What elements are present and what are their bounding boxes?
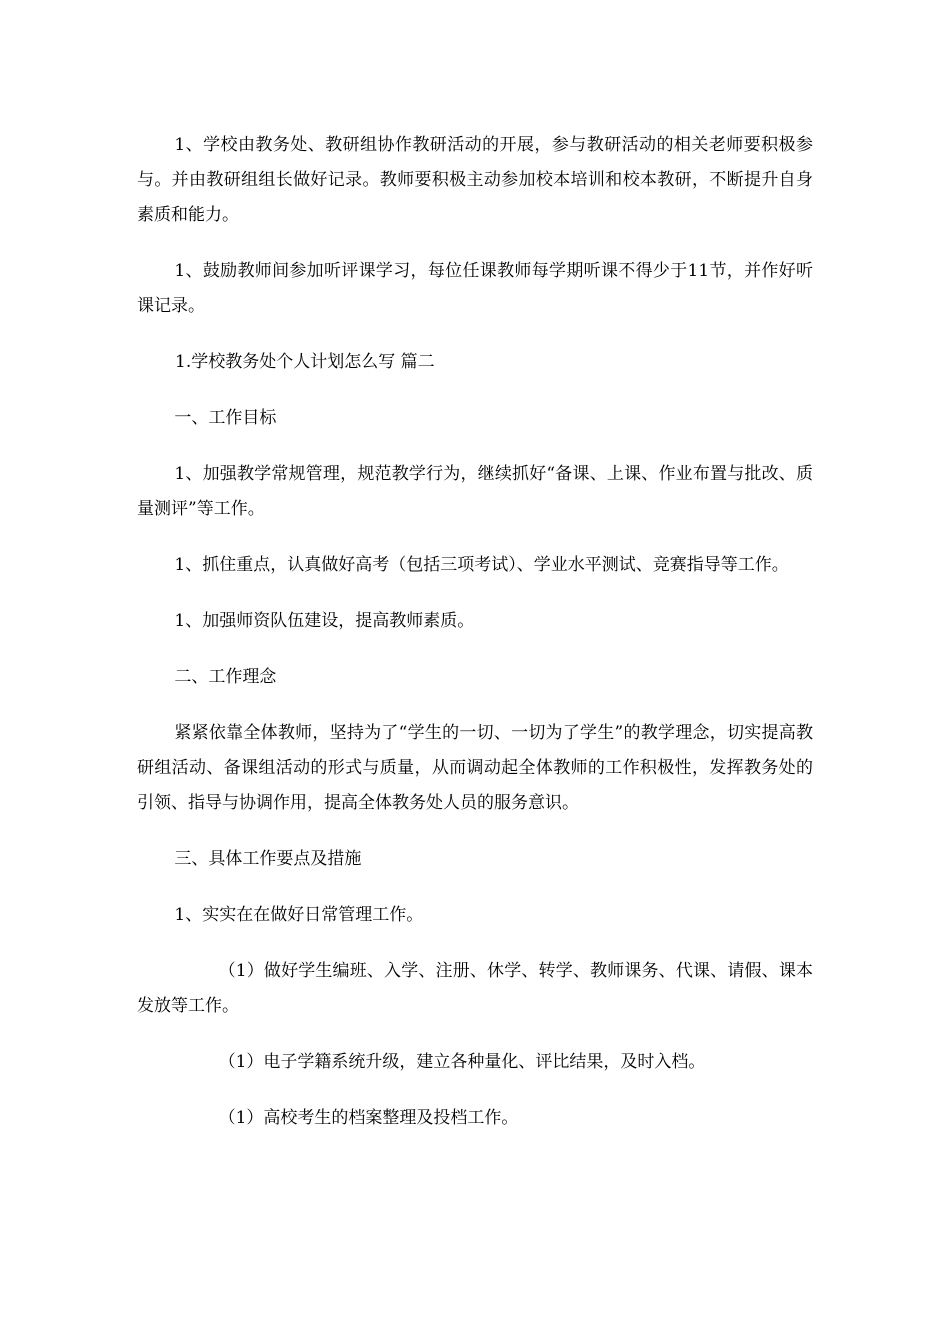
- paragraph-gap: [137, 233, 813, 254]
- paragraph-philosophy: 紧紧依靠全体教师，坚持为了“学生的一切、一切为了学生”的教学理念，切实提高教研组活动、备课组活动的形式与质量，从而调动起全体教师的工作积极性，发挥教务处的引领、指导与协调作用，提高全体教务处人员的服务意识。: [137, 723, 813, 813]
- paragraph-student-affairs: （1）做好学生编班、入学、注册、休学、转学、教师课务、代课、请假、课本发放等工作。: [137, 961, 813, 1016]
- paragraph-student-records: （1）电子学籍系统升级，建立各种量化、评比结果，及时入档。: [218, 1052, 706, 1072]
- paragraph-gap: [137, 324, 813, 345]
- paragraph-gap: [137, 1080, 813, 1101]
- paragraph-lesson-observation: 1、鼓励教师间参加听评课学习，每位任课教师每学期听课不得少于11节，并作好听课记录。: [137, 261, 813, 316]
- paragraph-gap: [137, 583, 813, 604]
- paragraph-gap: [137, 1024, 813, 1045]
- paragraph-gap: [137, 695, 813, 716]
- paragraph-gap: [137, 527, 813, 548]
- paragraph-admission-files: （1）高校考生的档案整理及投档工作。: [218, 1108, 519, 1128]
- paragraph-goal-routine: 1、加强教学常规管理，规范教学行为，继续抓好“备课、上课、作业布置与批改、质量测评”等工作。: [137, 464, 813, 519]
- document-page: [137, 128, 813, 1136]
- paragraph-goal-exams: 1、抓住重点，认真做好高考（包括三项考试）、学业水平测试、竞赛指导等工作。: [174, 555, 789, 575]
- paragraph-gap: [137, 436, 813, 457]
- paragraph-gap: [137, 877, 813, 898]
- paragraph-gap: [137, 380, 813, 401]
- paragraph-daily-management: 1、实实在在做好日常管理工作。: [174, 905, 424, 925]
- section-title: 1.学校教务处个人计划怎么写 篇二: [175, 352, 435, 372]
- paragraph-gap: [137, 639, 813, 660]
- paragraph-gap: [137, 933, 813, 954]
- paragraph-goal-teachers: 1、加强师资队伍建设，提高教师素质。: [174, 611, 475, 631]
- heading-work-philosophy: 二、工作理念: [174, 667, 277, 687]
- heading-work-measures: 三、具体工作要点及措施: [174, 849, 362, 869]
- paragraph-gap: [137, 821, 813, 842]
- paragraph-teaching-research: 1、学校由教务处、教研组协作教研活动的开展，参与教研活动的相关老师要积极参与。并由教研组组长做好记录。教师要积极主动参加校本培训和校本教研，不断提升自身素质和能力。: [137, 135, 813, 225]
- heading-work-goals: 一、工作目标: [174, 408, 277, 428]
